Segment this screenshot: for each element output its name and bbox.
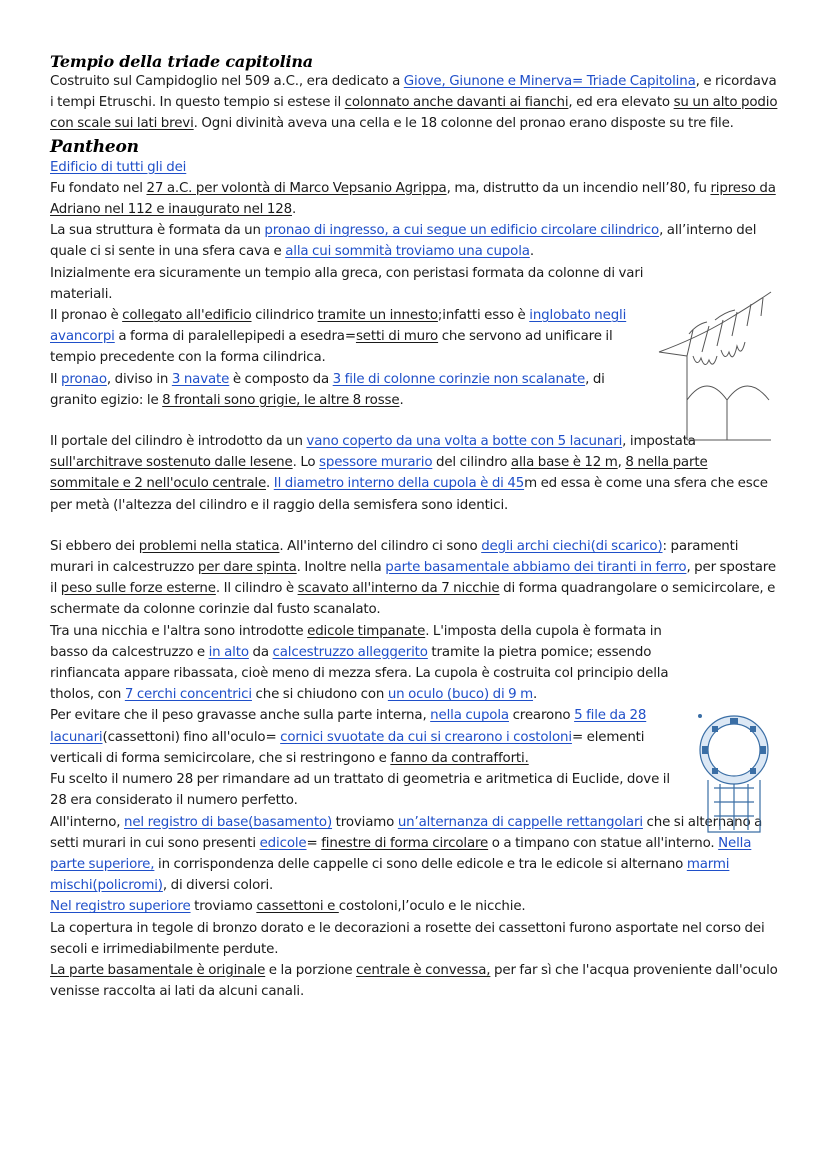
para-struttura: La sua struttura è formata da un pronao di ingresso, a cui segue un edificio circolare cilindrico, all’interno del quale ci si sente in una sfera cava e alla cui sommità troviamo una cupola.	[50, 223, 757, 260]
para-fondazione: Fu fondato nel 27 a.C. per volontà di Marco Vepsanio Agrippa, ma, distrutto da un incendio nell’80, fu ripreso da Adriano nel 112 e inaugurato nel 128.	[50, 180, 776, 218]
pantheon-plan	[690, 710, 774, 836]
para-copertura: La copertura in tegole di bronzo dorato e le decorazioni a rosette dei cassettoni furono asportate nel corso dei secoli e irrimediabilmente perdute.	[50, 920, 765, 957]
para-greca: Inizialmente era sicuramente un tempio alla greca, con peristasi formata da colonne di vari materiali.	[50, 265, 644, 302]
para-interno: All'interno, nel registro di base(basamento) troviamo un’alternanza di cappelle rettangolari che si alternano a setti murari in cui sono presenti edicole= finestre di forma circolare o a timpano con statue all'interno. Nella parte superiore, in corrispondenza delle cappelle ci sono delle edicole e tra le edicole si alternano marmi mischi(policromi), di diversi colori.	[50, 814, 763, 894]
para-triade: Costruito sul Campidoglio nel 509 a.C., era dedicato a Giove, Giunone e Minerva= Triade Capitolina, e ricordava i tempi Etruschi. In questo tempio si estese il colonnato anche davanti ai fianchi, ed era elevato su un alto podio con scale sui lati brevi. Ogni divinità aveva una cella e le 18 colonne del pronao erano disposte su tre file.	[50, 74, 778, 132]
heading-triade: Tempio della triade capitolina	[50, 52, 313, 71]
para-pronao: Il pronao è collegato all'edificio cilindrico tramite un innesto;infatti esso è inglobato negli avancorpi a forma di paralellepipedi a esedra=setti di muro che servono ad unificare il tempio precedente con la forma cilindrica.	[50, 308, 627, 366]
para-portale: Il portale del cilindro è introdotto da un vano coperto da una volta a botte con 5 lacunari, impostata sull'architrave sostenuto dalle lesene. Lo spessore murario del cilindro alla base è 12 m, 8 nella parte sommitale e 2 nell'oculo centrale. Il diametro interno della cupola è di 45m ed essa è come una sfera che esce per metà (l'altezza del cilindro e il raggio della semisfera sono identici.	[50, 434, 768, 513]
pronao-sketch	[657, 290, 773, 452]
para-subtitle: Edificio di tutti gli dei	[50, 159, 187, 175]
para-euclide: Fu scelto il numero 28 per rimandare ad un trattato di geometria e aritmetica di Euclide, dove il 28 era considerato il numero perfetto.	[50, 772, 670, 809]
para-statica: Si ebbero dei problemi nella statica. All'interno del cilindro ci sono degli archi ciechi(di scarico): paramenti murari in calcestruzzo per dare spinta. Inoltre nella parte basamentale abbiamo dei tiranti in ferro, per spostare il peso sulle forze esterne. Il cilindro è scavato all'interno da 7 nicchie di forma quadrangolare o semicircolare, e schermate da colonne corinzie dal fusto scanalato.	[50, 538, 776, 618]
para-navate: Il pronao, diviso in 3 navate è composto da 3 file di colonne corinzie non scalanate, di granito egizio: le 8 frontali sono grigie, le altre 8 rosse.	[50, 371, 605, 408]
para-basamentale: La parte basamentale è originale e la porzione centrale è convessa, per far sì che l'acqua proveniente dall'oculo venisse raccolta ai lati da alcuni canali.	[50, 962, 778, 1000]
para-registro: Nel registro superiore troviamo cassettoni e costoloni,l’oculo e le nicchie.	[50, 899, 526, 915]
para-cupola: Tra una nicchia e l'altra sono introdotte edicole timpanate. L'imposta della cupola è formata in basso da calcestruzzo e in alto da calcestruzzo alleggerito tramite la pietra pomice; essendo rinfiancata appare ribassata, cioè meno di mezza sfera. La cupola è costruita col principio della tholos, con 7 cerchi concentrici che si chiudono con un oculo (buco) di 9 m.	[50, 623, 669, 703]
heading-pantheon: Pantheon	[50, 136, 139, 157]
para-lacunari: Per evitare che il peso gravasse anche sulla parte interna, nella cupola crearono 5 file da 28 lacunari(cassettoni) fino all'oculo= cornici svuotate da cui si crearono i costoloni= elementi verticali di forma semicircolare, che si restringono e fanno da contrafforti.	[50, 708, 647, 766]
document-body	[50, 52, 780, 1002]
